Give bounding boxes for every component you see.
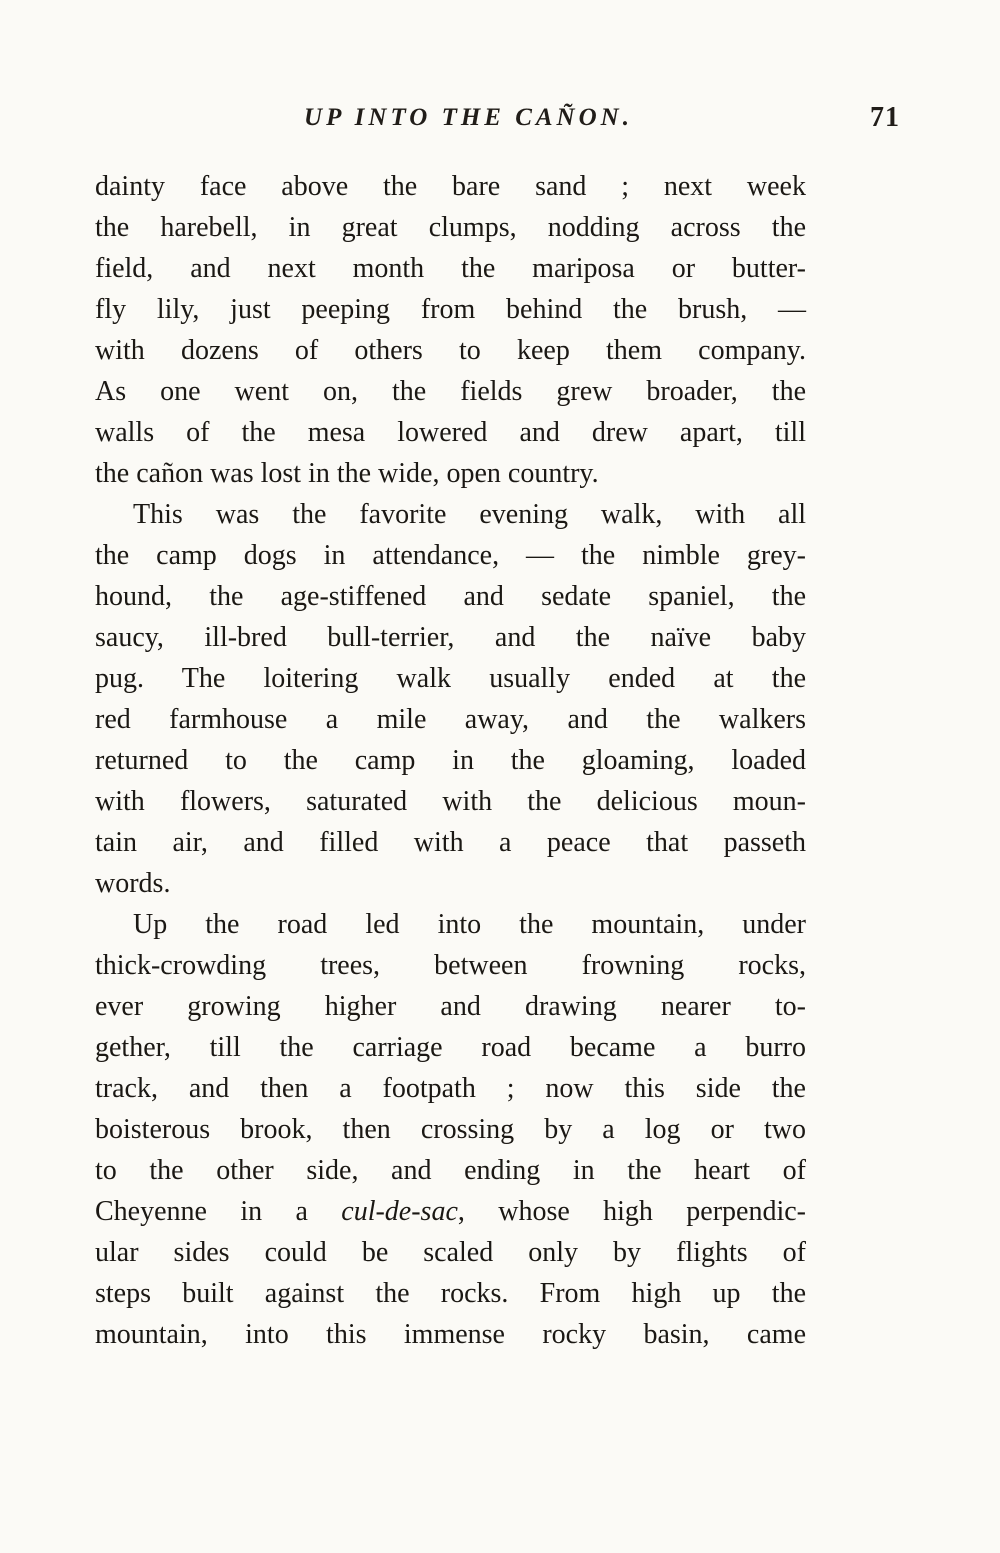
text-line: words. <box>95 868 171 899</box>
text-line: boisterous brook, then crossing by a log or two <box>95 1114 806 1145</box>
text-line: This was the favorite evening walk, with all <box>133 499 806 530</box>
text-line: track, and then a footpath ; now this side the <box>95 1073 806 1104</box>
paragraph <box>95 166 806 494</box>
text-line: red farmhouse a mile away, and the walkers <box>95 704 806 735</box>
text-line: the cañon was lost in the wide, open country. <box>95 458 599 489</box>
text-line: tain air, and filled with a peace that passeth <box>95 827 806 858</box>
text-line: As one went on, the fields grew broader, the <box>95 376 806 407</box>
text-line: saucy, ill-bred bull-terrier, and the naïve baby <box>95 622 806 653</box>
text-line: thick-crowding trees, between frowning rocks, <box>95 950 806 981</box>
text-line: gether, till the carriage road became a burro <box>95 1032 806 1063</box>
text-line: steps built against the rocks. From high up the <box>95 1278 806 1309</box>
paragraph <box>95 904 806 1355</box>
text-line: to the other side, and ending in the heart of <box>95 1155 806 1186</box>
text-line: fly lily, just peeping from behind the brush, — <box>95 294 806 325</box>
body-text <box>95 166 806 1355</box>
text-line: pug. The loitering walk usually ended at the <box>95 663 806 694</box>
text-line: returned to the camp in the gloaming, loaded <box>95 745 806 776</box>
text-line: Up the road led into the mountain, under <box>133 909 806 940</box>
text-line: field, and next month the mariposa or butter- <box>95 253 806 284</box>
text-line: ever growing higher and drawing nearer to- <box>95 991 806 1022</box>
text-line: with flowers, saturated with the delicious moun- <box>95 786 806 817</box>
text-line: hound, the age-stiffened and sedate spaniel, the <box>95 581 806 612</box>
text-line: Cheyenne in a cul-de-sac, whose high perpendic- <box>95 1196 806 1227</box>
text-line: walls of the mesa lowered and drew apart, till <box>95 417 806 448</box>
paragraph <box>95 494 806 904</box>
text-line: the camp dogs in attendance, — the nimble grey- <box>95 540 806 571</box>
text-line: with dozens of others to keep them company. <box>95 335 806 366</box>
running-title: UP INTO THE CAÑON. <box>304 104 633 131</box>
text-line: the harebell, in great clumps, nodding across the <box>95 212 806 243</box>
text-line: mountain, into this immense rocky basin, came <box>95 1319 806 1350</box>
page-header <box>95 104 902 140</box>
italic-phrase: cul-de-sac <box>341 1196 458 1227</box>
text-line: dainty face above the bare sand ; next week <box>95 171 806 202</box>
page-number: 71 <box>870 102 900 133</box>
text-line: ular sides could be scaled only by flights of <box>95 1237 806 1268</box>
